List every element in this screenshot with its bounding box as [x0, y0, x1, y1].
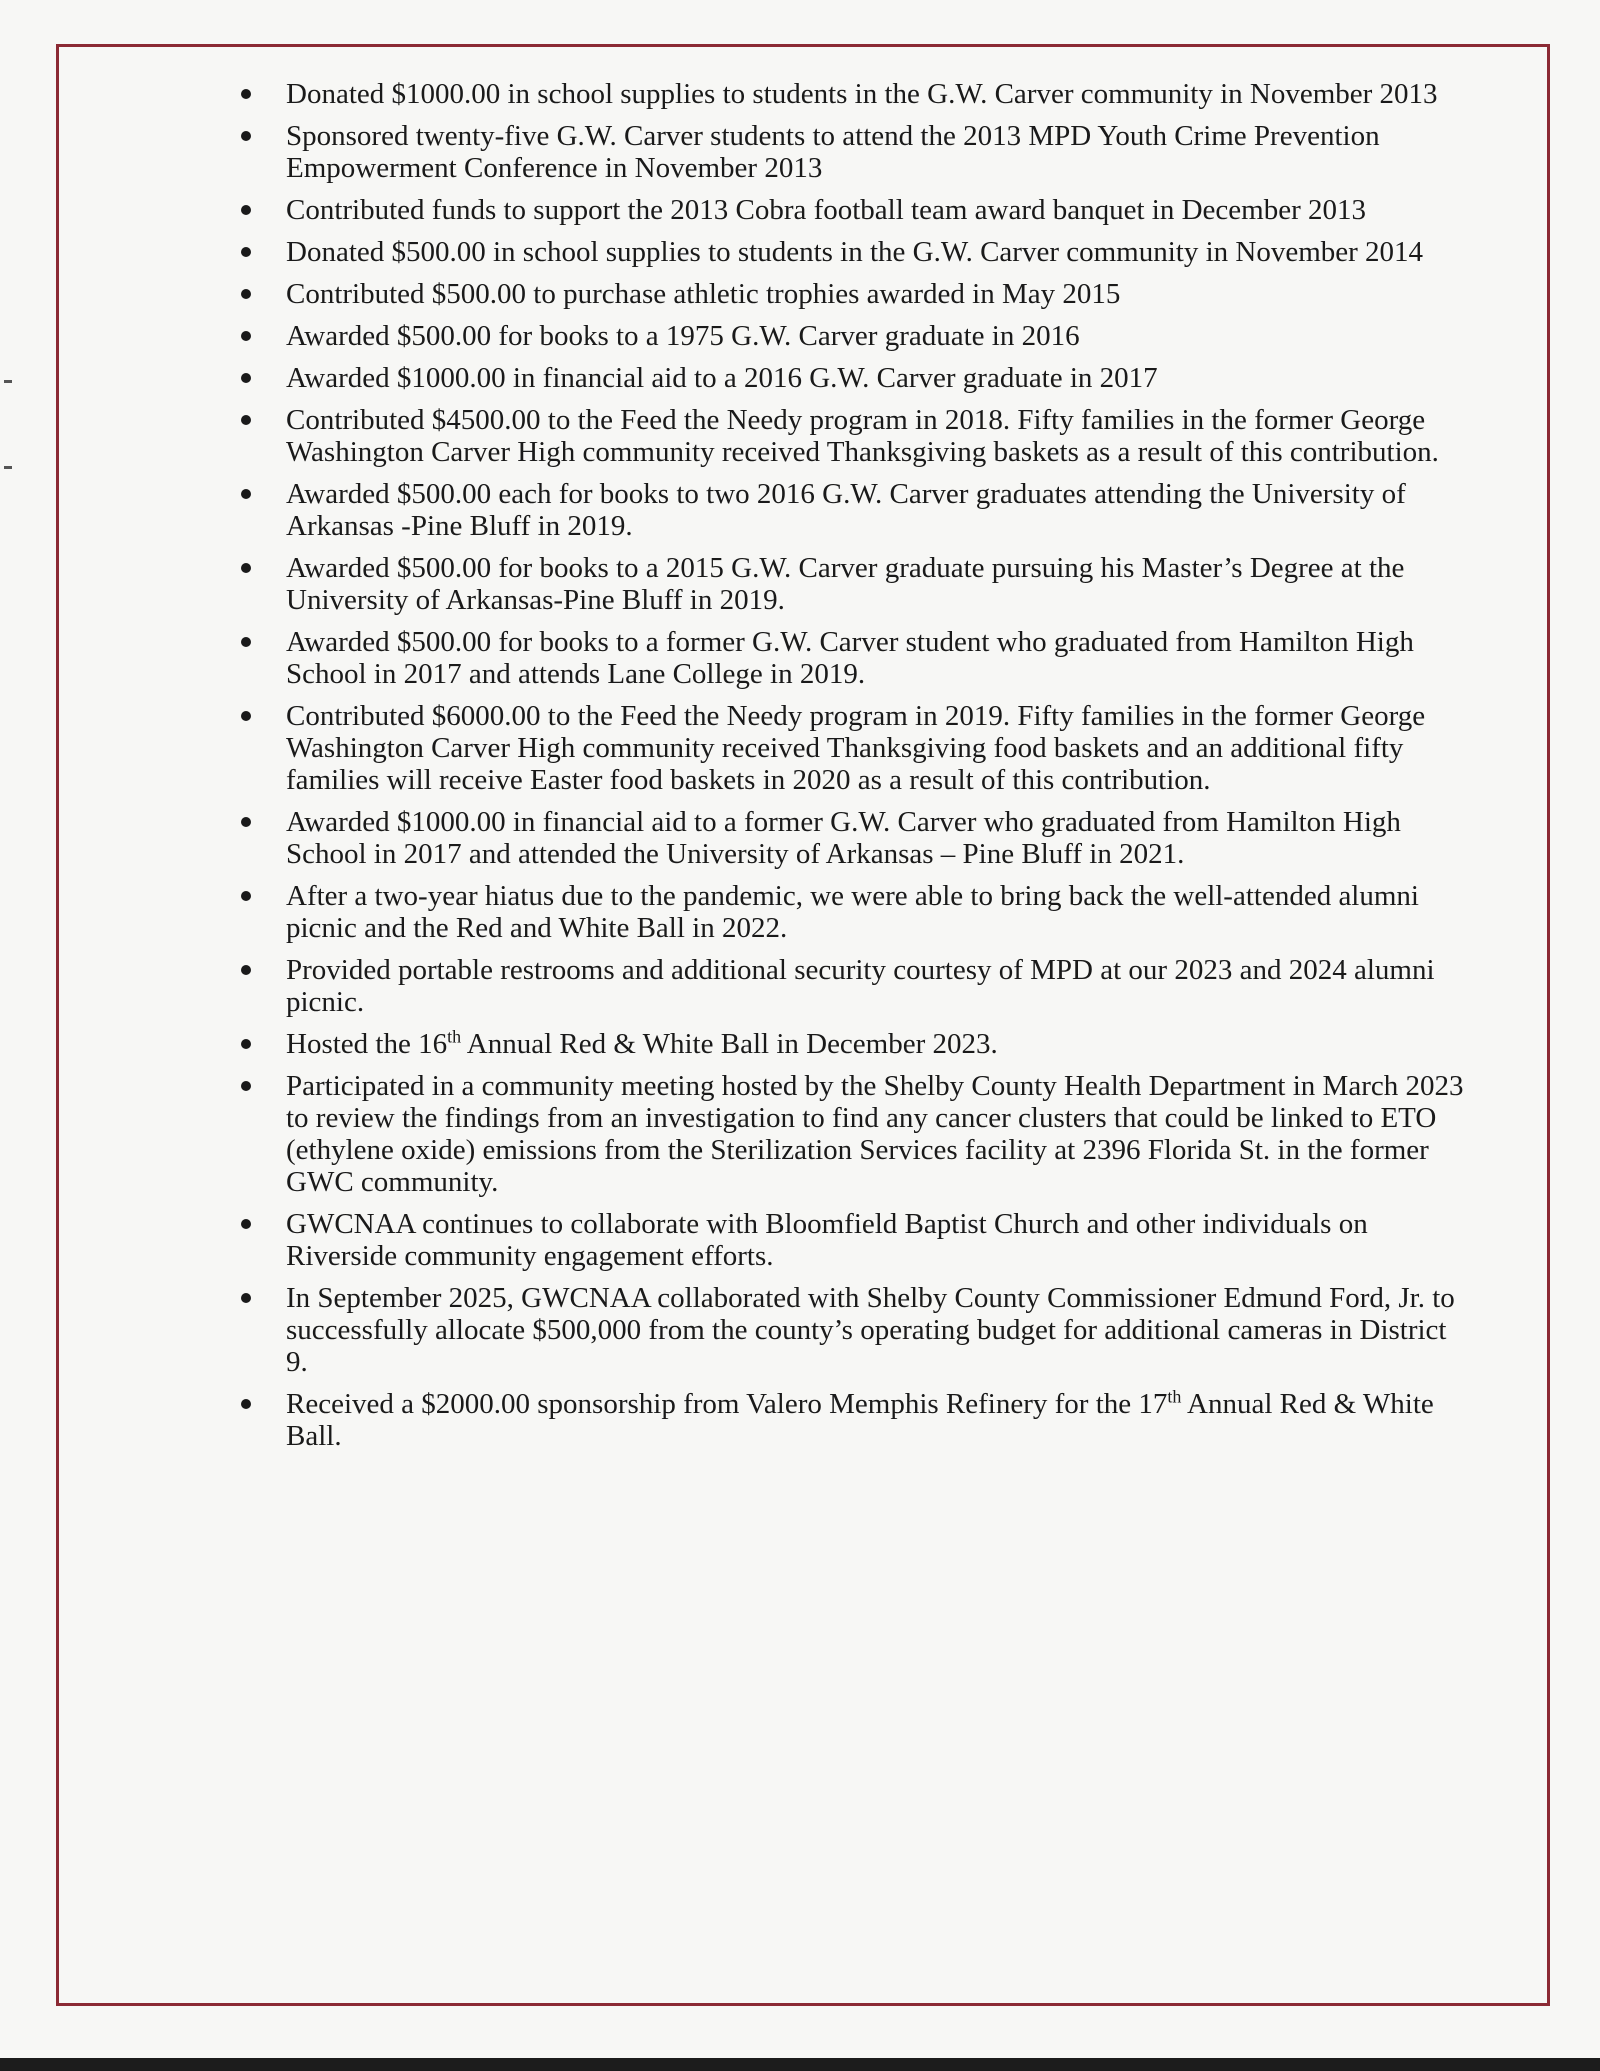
item-text-part: Annual Red & White Ball in December 2023. — [461, 1028, 998, 1060]
bullet-icon — [241, 1399, 251, 1409]
bullet-icon — [241, 489, 251, 499]
list-item — [200, 1208, 1470, 1272]
item-text: Awarded $1000.00 in financial aid to a former G.W. Carver who graduated from Hamilton High School in 2017 and attended the University of Arkansas – Pine Bluff in 2021. — [286, 806, 1401, 870]
bullet-icon — [241, 711, 251, 721]
bullet-icon — [241, 1081, 251, 1091]
item-text: Contributed $6000.00 to the Feed the Needy program in 2019. Fifty families in the former George Washington Carver High community received Thanksgiving food baskets and an additional fifty families will receive Easter food baskets in 2020 as a result of this contribution. — [286, 700, 1426, 796]
list-item — [200, 404, 1470, 468]
list-item — [200, 1388, 1470, 1452]
list-item — [200, 1070, 1470, 1198]
bullet-icon — [241, 817, 251, 827]
bullet-icon — [241, 205, 251, 215]
item-text: GWCNAA continues to collaborate with Bloomfield Baptist Church and other individuals on Riverside community engagement efforts. — [286, 1208, 1368, 1272]
item-text: Awarded $1000.00 in financial aid to a 2016 G.W. Carver graduate in 2017 — [286, 362, 1158, 394]
item-text: Donated $1000.00 in school supplies to students in the G.W. Carver community in November 2013 — [286, 78, 1438, 110]
accomplishments-list — [200, 78, 1470, 1462]
ordinal-suffix: th — [447, 1026, 462, 1047]
item-text-part: Annual Red & White Ball. — [286, 1388, 1434, 1452]
bullet-icon — [241, 891, 251, 901]
list-item — [200, 806, 1470, 870]
item-text: Awarded $500.00 for books to a 1975 G.W. Carver graduate in 2016 — [286, 320, 1080, 352]
list-item — [200, 954, 1470, 1018]
bullet-icon — [241, 331, 251, 341]
bullet-icon — [241, 1219, 251, 1229]
list-item — [200, 78, 1470, 110]
list-item — [200, 1282, 1470, 1378]
item-text-part: Hosted the 16 — [286, 1028, 448, 1060]
item-text: In September 2025, GWCNAA collaborated with Shelby County Commissioner Edmund Ford, Jr. to successfully allocate $500,000 from the county’s operating budget for additional cameras in District 9. — [286, 1282, 1455, 1378]
item-text: Awarded $500.00 for books to a 2015 G.W. Carver graduate pursuing his Master’s Degree at the University of Arkansas-Pine Bluff in 2019. — [286, 552, 1405, 616]
item-text: Contributed funds to support the 2013 Cobra football team award banquet in December 2013 — [286, 194, 1366, 226]
item-text: After a two-year hiatus due to the pandemic, we were able to bring back the well-attended alumni picnic and the Red and White Ball in 2022. — [286, 880, 1419, 944]
item-text: Participated in a community meeting hosted by the Shelby County Health Department in March 2023 to review the findings from an investigation to find any cancer clusters that could be linked to ETO (ethylene oxide) emissions from the Sterilization Services facility at 2396 Florida St. in the former GWC community. — [286, 1070, 1464, 1198]
bullet-icon — [241, 415, 251, 425]
bullet-icon — [241, 637, 251, 647]
bullet-icon — [241, 563, 251, 573]
item-text: Awarded $500.00 for books to a former G.W. Carver student who graduated from Hamilton High School in 2017 and attends Lane College in 2019. — [286, 626, 1414, 690]
item-text: Provided portable restrooms and additional security courtesy of MPD at our 2023 and 2024 alumni picnic. — [286, 954, 1435, 1018]
list-item — [200, 120, 1470, 184]
item-text: Contributed $500.00 to purchase athletic trophies awarded in May 2015 — [286, 278, 1121, 310]
item-text-part: Received a $2000.00 sponsorship from Valero Memphis Refinery for the 17 — [286, 1388, 1168, 1420]
list-item — [200, 552, 1470, 616]
list-item — [200, 1028, 1470, 1060]
list-item — [200, 320, 1470, 352]
list-item — [200, 478, 1470, 542]
list-item — [200, 626, 1470, 690]
bullet-icon — [241, 247, 251, 257]
margin-tick-mark — [4, 380, 12, 383]
ordinal-suffix: th — [1167, 1386, 1182, 1407]
list-item — [200, 880, 1470, 944]
item-text — [286, 1028, 1470, 1060]
list-item — [200, 236, 1470, 268]
item-text — [286, 1388, 1470, 1452]
bullet-icon — [241, 131, 251, 141]
bullet-icon — [241, 373, 251, 383]
bullet-icon — [241, 1039, 251, 1049]
list-item — [200, 700, 1470, 796]
bullet-icon — [241, 89, 251, 99]
bullet-icon — [241, 965, 251, 975]
scan-edge-shadow — [0, 2058, 1600, 2071]
item-text: Contributed $4500.00 to the Feed the Needy program in 2018. Fifty families in the former George Washington Carver High community received Thanksgiving baskets as a result of this contribution. — [286, 404, 1439, 468]
item-text: Donated $500.00 in school supplies to students in the G.W. Carver community in November 2014 — [286, 236, 1424, 268]
margin-tick-mark — [4, 466, 12, 469]
list-item — [200, 194, 1470, 226]
bullet-icon — [241, 1293, 251, 1303]
bullet-icon — [241, 289, 251, 299]
list-item — [200, 362, 1470, 394]
list-item — [200, 278, 1470, 310]
item-text: Sponsored twenty-five G.W. Carver students to attend the 2013 MPD Youth Crime Prevention Empowerment Conference in November 2013 — [286, 120, 1380, 184]
item-text: Awarded $500.00 each for books to two 2016 G.W. Carver graduates attending the University of Arkansas -Pine Bluff in 2019. — [286, 478, 1406, 542]
